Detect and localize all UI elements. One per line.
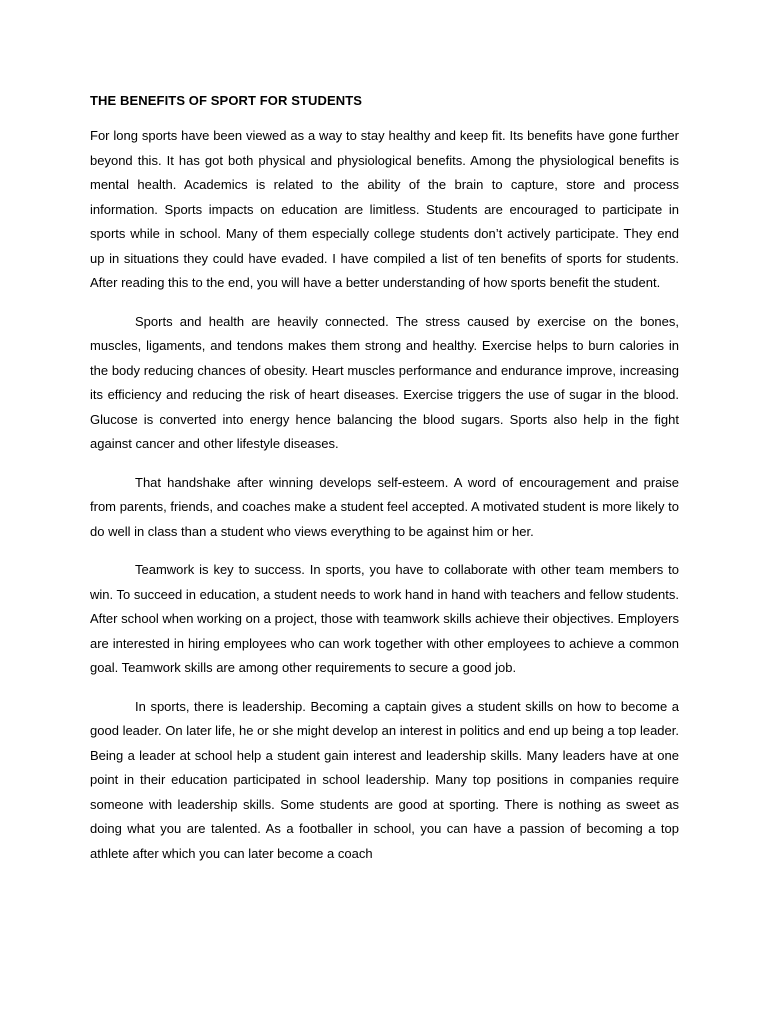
paragraph-teamwork: Teamwork is key to success. In sports, you have to collaborate with other team members to win. To succeed in education, a student needs to work hand in hand with teachers and fellow students. After school when working on a project, those with teamwork skills achieve their objectives. Employers are interested in hiring employees who can work together with other employees to achieve a common goal. Teamwork skills are among other requirements to secure a good job.	[90, 562, 679, 675]
document-body	[90, 92, 679, 880]
paragraph-leadership: In sports, there is leadership. Becoming a captain gives a student skills on how to become a good leader. On later life, he or she might develop an interest in politics and end up being a top leader. Being a leader at school help a student gain interest and leadership skills. Many leaders have at one point in their education participated in school leadership. Many top positions in companies require someone with leadership skills. Some students are good at sporting. There is nothing as sweet as doing what you are talented. As a footballer in school, you can have a passion of becoming a top athlete after which you can later become a coach	[90, 698, 679, 861]
paragraph-health: Sports and health are heavily connected. The stress caused by exercise on the bones, muscles, ligaments, and tendons makes them strong and healthy. Exercise helps to burn calories in the body reducing chances of obesity. Heart muscles performance and endurance improve, increasing its efficiency and reducing the risk of heart diseases. Exercise triggers the use of sugar in the blood. Glucose is converted into energy hence balancing the blood sugars. Sports also help in the fight against cancer and other lifestyle diseases.	[90, 313, 679, 451]
paragraph-intro: For long sports have been viewed as a way to stay healthy and keep fit. Its benefits have gone further beyond this. It has got both physical and physiological benefits. Among the physiological benefits is mental health. Academics is related to the ability of the brain to capture, store and process information. Sports impacts on education are limitless. Students are encouraged to participate in sports while in school. Many of them especially college students don’t actively participate. They end up in situations they could have evaded. I have compiled a list of ten benefits of sports for students. After reading this to the end, you will have a better understanding of how sports benefit the student.	[90, 128, 679, 290]
document-title: THE BENEFITS OF SPORT FOR STUDENTS	[90, 93, 363, 108]
paragraph-self-esteem: That handshake after winning develops self-esteem. A word of encouragement and praise from parents, friends, and coaches make a student feel accepted. A motivated student is more likely to do well in class than a student who views everything to be against him or her.	[90, 474, 679, 539]
